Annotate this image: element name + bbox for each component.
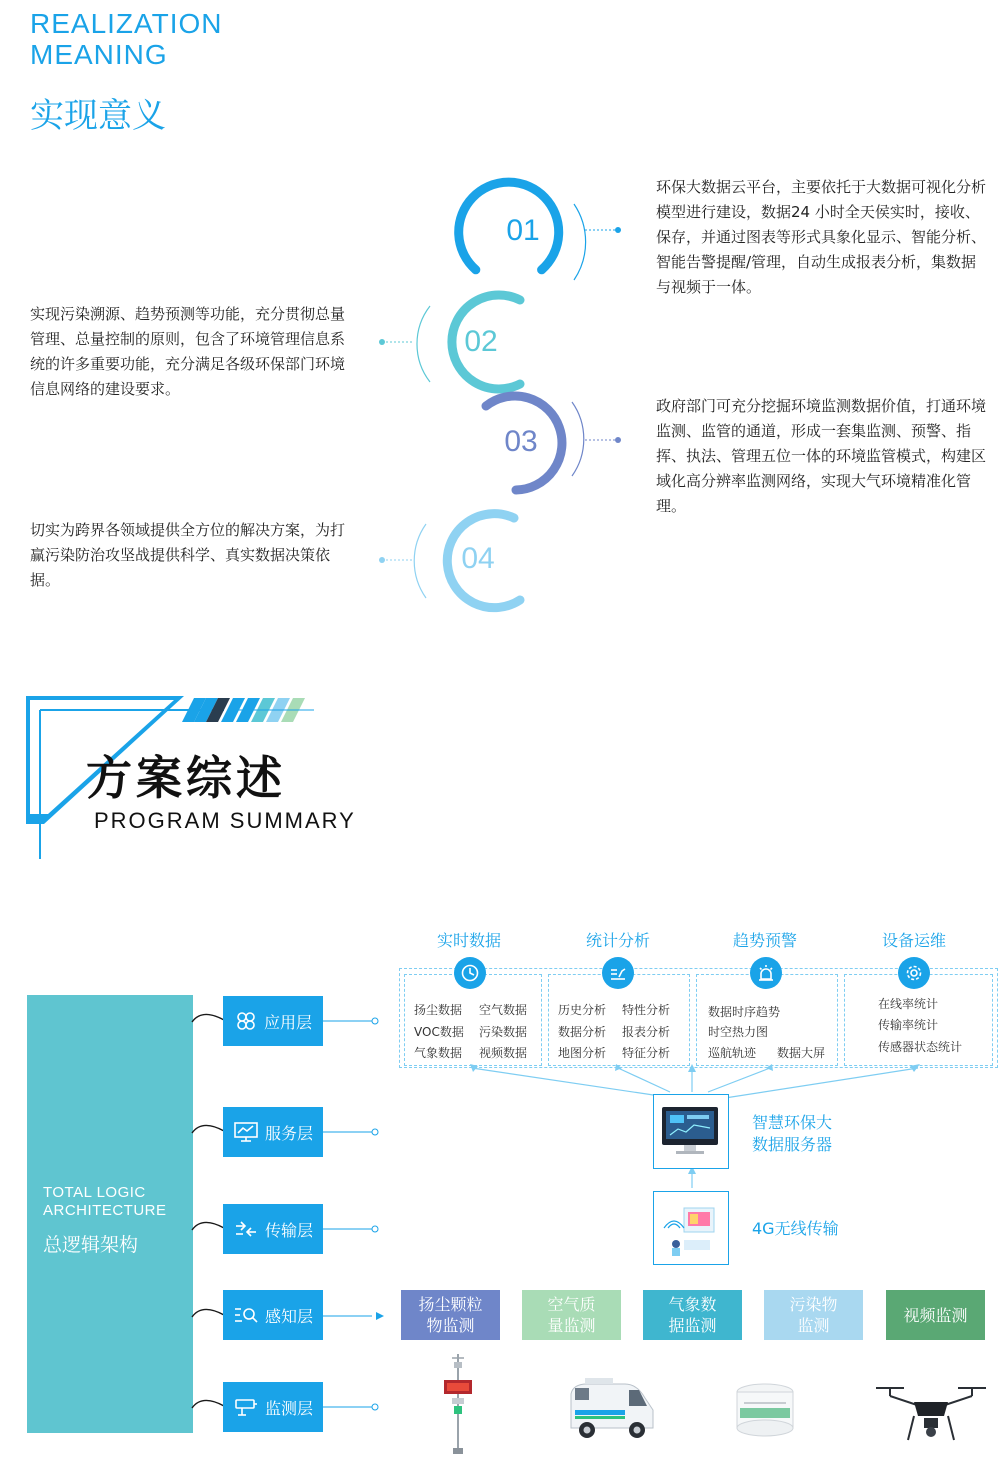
sensor-meteorology[interactable] bbox=[643, 1290, 742, 1340]
item-realtime-2-2: 污染数据 bbox=[479, 1025, 528, 1039]
architecture-title-en bbox=[43, 1184, 167, 1220]
sensor-dust[interactable] bbox=[401, 1290, 500, 1340]
layer-label: 监测层 bbox=[264, 1398, 313, 1418]
gear-icon bbox=[898, 957, 930, 989]
item-realtime-1-1: 扬尘数据 bbox=[414, 1003, 463, 1017]
meaning-text-02: 实现污染溯源、趋势预测等功能，充分贯彻总量管理、总量控制的原则，包含了环境管理信息系统的许多重要功能，充分满足各级环保部门环境信息网络的建设要求。 bbox=[30, 305, 346, 398]
sensor-label-line2: 量监测 bbox=[547, 1316, 596, 1335]
clock-icon bbox=[454, 957, 486, 989]
layer-label: 感知层 bbox=[264, 1306, 313, 1326]
transfer-arrows-icon bbox=[233, 1218, 259, 1240]
circle-number-02: 02 bbox=[464, 325, 498, 358]
item-maintenance-3: 传感器状态统计 bbox=[878, 1040, 963, 1054]
drone-icon bbox=[870, 1380, 992, 1444]
item-realtime-3-1: 气象数据 bbox=[414, 1046, 463, 1060]
item-realtime-2-1: VOC数据 bbox=[414, 1025, 464, 1039]
item-statistics-2-2: 报表分析 bbox=[622, 1025, 671, 1039]
item-warning-1: 数据时序趋势 bbox=[708, 1005, 781, 1019]
item-realtime-1-2: 空气数据 bbox=[479, 1003, 528, 1017]
circle-number-01: 01 bbox=[506, 214, 540, 247]
item-maintenance-2: 传输率统计 bbox=[878, 1018, 939, 1032]
item-statistics-1-1: 历史分析 bbox=[558, 1003, 607, 1017]
monitoring-van-icon bbox=[565, 1376, 657, 1442]
sensor-label-line1: 扬尘颗粒 bbox=[418, 1295, 483, 1314]
sensor-label-line1: 视频监测 bbox=[903, 1305, 968, 1325]
layer-label: 传输层 bbox=[264, 1220, 313, 1240]
transmission-label: 4G无线传输 bbox=[752, 1219, 839, 1238]
sensor-label-line2: 物监测 bbox=[426, 1316, 475, 1335]
layer-label: 应用层 bbox=[263, 1012, 312, 1032]
server-box bbox=[653, 1094, 729, 1169]
layer-monitoring[interactable] bbox=[223, 1382, 323, 1432]
meaning-text-03: 政府部门可充分挖掘环境监测数据价值，打通环境监测、监管的通道，形成一套集监测、预警、指挥、执法、管理五位一体的环境监管模式，构建区域化高分辨率监测网络，实现大气环境精准化管理。 bbox=[656, 397, 987, 515]
program-title-cn: 方案综述 bbox=[86, 751, 286, 805]
chart-icon bbox=[602, 957, 634, 989]
server-label-line1: 智慧环保大 bbox=[752, 1113, 833, 1132]
meaning-text-01: 环保大数据云平台，主要依托于大数据可视化分析模型进行建设，数据24 小时全天侯实时，接收、保存，并通过图表等形式具象化显示、智能分析、智能告警提醒/管理，自动生成报表分析，集数据与视频于一体。 bbox=[656, 178, 987, 296]
layer-label: 服务层 bbox=[264, 1123, 313, 1143]
search-list-icon bbox=[233, 1304, 259, 1326]
item-warning-3-2: 数据大屏 bbox=[777, 1046, 826, 1060]
title-en-line1: REALIZATION bbox=[30, 8, 223, 39]
sensor-label-line2: 监测 bbox=[797, 1316, 830, 1335]
transmission-box bbox=[653, 1191, 729, 1265]
meaning-text-04: 切实为跨界各领域提供全方位的解决方案，为打赢污染防治攻坚战提供科学、真实数据决策依据。 bbox=[30, 521, 346, 589]
wireless-transmission-icon bbox=[654, 1192, 728, 1264]
item-realtime-3-2: 视频数据 bbox=[479, 1046, 528, 1060]
alarm-icon bbox=[750, 957, 782, 989]
program-title-en: PROGRAM SUMMARY bbox=[94, 808, 356, 833]
category-title-statistics: 统计分析 bbox=[585, 931, 650, 950]
architecture-title-cn: 总逻辑架构 bbox=[43, 1234, 139, 1256]
circle-number-04: 04 bbox=[461, 542, 495, 575]
category-title-maintenance: 设备运维 bbox=[881, 931, 946, 950]
item-statistics-3-2: 特征分析 bbox=[622, 1046, 671, 1060]
title-en-line2: MEANING bbox=[30, 39, 168, 70]
monitoring-pole-icon bbox=[438, 1350, 478, 1458]
circle-number-03: 03 bbox=[504, 425, 538, 458]
category-title-realtime: 实时数据 bbox=[436, 931, 501, 950]
monitor-chart-icon bbox=[233, 1120, 259, 1144]
layer-perception[interactable] bbox=[223, 1290, 323, 1340]
section-title-cn: 实现意义 bbox=[30, 96, 166, 136]
category-title-warning: 趋势预警 bbox=[732, 931, 797, 950]
desktop-monitor-icon bbox=[654, 1095, 728, 1168]
layer-transmission[interactable] bbox=[223, 1204, 323, 1254]
layer-service[interactable] bbox=[223, 1107, 323, 1157]
sensor-pollutant[interactable] bbox=[764, 1290, 863, 1340]
camera-icon bbox=[233, 1396, 259, 1418]
item-statistics-2-1: 数据分析 bbox=[558, 1025, 607, 1039]
sensor-label-line1: 气象数 bbox=[668, 1295, 717, 1314]
sensor-video[interactable] bbox=[886, 1290, 985, 1340]
item-warning-3-1: 巡航轨迹 bbox=[708, 1046, 757, 1060]
flower-icon bbox=[234, 1009, 258, 1033]
sensor-label-line2: 据监测 bbox=[668, 1316, 717, 1335]
weather-sensor-icon bbox=[730, 1378, 800, 1442]
item-statistics-1-2: 特性分析 bbox=[622, 1003, 671, 1017]
section-title-en bbox=[30, 8, 223, 70]
item-statistics-3-1: 地图分析 bbox=[558, 1046, 607, 1060]
sensor-label-line1: 空气质 bbox=[547, 1295, 596, 1314]
item-maintenance-1: 在线率统计 bbox=[878, 997, 939, 1011]
sensor-label-line1: 污染物 bbox=[789, 1295, 838, 1314]
server-label bbox=[752, 1112, 832, 1156]
layer-application[interactable] bbox=[223, 996, 323, 1046]
item-warning-2: 时空热力图 bbox=[708, 1025, 769, 1039]
architecture-title-en-line2: ARCHITECTURE bbox=[43, 1202, 167, 1219]
sensor-air-quality[interactable] bbox=[522, 1290, 621, 1340]
server-label-line2: 数据服务器 bbox=[752, 1135, 833, 1154]
architecture-title-en-line1: TOTAL LOGIC bbox=[43, 1184, 146, 1201]
